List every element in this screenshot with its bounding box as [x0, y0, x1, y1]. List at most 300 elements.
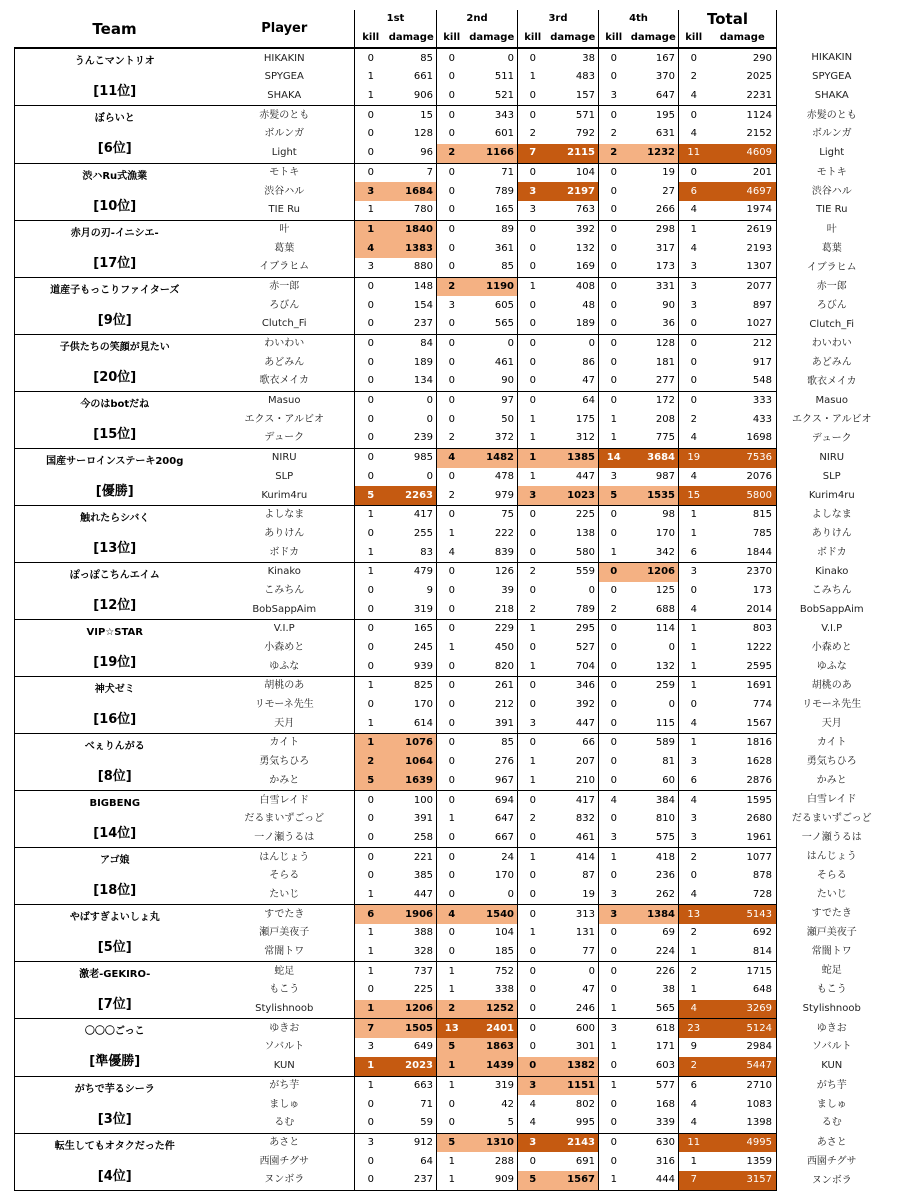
player-name-repeat: たいじ — [816, 889, 847, 901]
total-damage-cell: 1027 — [709, 315, 777, 334]
damage-cell: 418 — [629, 848, 679, 867]
kill-cell: 1 — [355, 924, 387, 943]
player-name-repeat: ヌンボラ — [811, 1174, 852, 1186]
header-damage-round-1: damage — [387, 29, 437, 49]
damage-cell: 839 — [467, 543, 518, 562]
damage-cell: 295 — [548, 620, 599, 639]
damage-cell: 170 — [413, 699, 433, 711]
player-name: カイト — [215, 734, 355, 753]
player-name-repeat: 叶 — [826, 223, 837, 235]
damage-cell: 319 — [467, 1076, 518, 1095]
kill-cell: 0 — [437, 505, 467, 524]
damage-cell: 614 — [387, 714, 437, 733]
player-name-repeat: るむ — [821, 1117, 842, 1129]
kill-cell: 4 — [518, 1095, 548, 1114]
damage-cell: 189 — [548, 315, 599, 334]
total-kill-cell: 4 — [679, 468, 709, 487]
header-kill-round-2: kill — [437, 29, 467, 49]
damage-cell: 328 — [387, 943, 437, 962]
damage-cell: 589 — [629, 734, 679, 753]
damage-cell: 0 — [426, 470, 433, 482]
damage-cell: 527 — [575, 642, 595, 654]
kill-cell: 0 — [599, 696, 629, 715]
kill-cell: 0 — [599, 981, 629, 1000]
damage-cell: 663 — [387, 1076, 437, 1095]
damage-cell: 97 — [467, 391, 518, 410]
kill-cell: 0 — [518, 734, 548, 753]
player-name-repeat: ソバルト — [811, 1041, 852, 1053]
table-row — [15, 505, 887, 524]
damage-cell: 298 — [629, 220, 679, 239]
total-kill-cell: 1 — [679, 734, 709, 753]
total-damage-cell: 4697 — [709, 182, 777, 201]
kill-cell: 2 — [437, 429, 467, 448]
total-kill-cell: 3 — [679, 277, 709, 296]
team-rank: [13位] — [93, 540, 137, 556]
kill-cell: 0 — [518, 1057, 548, 1076]
kill-cell: 3 — [599, 87, 629, 106]
total-kill-cell: 6 — [679, 543, 709, 562]
total-damage-cell: 1083 — [709, 1095, 777, 1114]
kill-cell: 3 — [355, 182, 387, 201]
header-damage-round-4: damage — [629, 29, 679, 49]
header-damage-round-2: damage — [467, 29, 518, 49]
damage-cell: 301 — [575, 1041, 595, 1053]
kill-cell: 4 — [518, 1114, 548, 1133]
kill-cell: 1 — [599, 1038, 629, 1057]
damage-cell: 1906 — [387, 905, 437, 924]
player-name: TIE Ru — [215, 201, 355, 220]
table-row — [15, 677, 887, 696]
total-kill-cell: 0 — [679, 582, 709, 601]
player-name: 葛葉 — [274, 242, 295, 254]
kill-cell: 0 — [355, 315, 387, 334]
table-row — [15, 1133, 887, 1152]
kill-cell: 1 — [599, 848, 629, 867]
kill-cell: 0 — [599, 239, 629, 258]
kill-cell: 5 — [355, 486, 387, 505]
player-name: だるまいずごっど — [244, 813, 325, 825]
kill-cell: 1 — [355, 962, 387, 981]
damage-cell: 1206 — [629, 562, 679, 581]
kill-cell: 0 — [599, 1114, 629, 1133]
team-cell — [15, 391, 215, 448]
total-kill-cell: 4 — [679, 1095, 709, 1114]
kill-cell: 0 — [518, 163, 548, 182]
damage-cell: 967 — [467, 772, 518, 791]
player-name-repeat: イブラヒム — [806, 261, 857, 273]
kill-cell: 0 — [355, 448, 387, 467]
total-kill-cell: 1 — [679, 639, 709, 658]
player-name: 胡桃のあ — [215, 677, 355, 696]
header-round-1: 1st — [355, 10, 437, 29]
total-kill-cell: 2 — [679, 1057, 709, 1076]
kill-cell: 0 — [355, 391, 387, 410]
player-name: ましゅ — [269, 1098, 300, 1110]
kill-cell: 1 — [355, 68, 387, 87]
player-name: KUN — [215, 1057, 355, 1076]
total-damage-cell: 433 — [709, 410, 777, 429]
total-damage-cell: 2370 — [709, 562, 777, 581]
damage-cell: 64 — [548, 391, 599, 410]
damage-cell: 24 — [467, 848, 518, 867]
team-rank: [4位] — [97, 1168, 132, 1184]
team-rank: [優勝] — [95, 483, 134, 499]
team-rank: [11位] — [93, 84, 137, 100]
total-kill-cell: 3 — [679, 810, 709, 829]
kill-cell: 1 — [355, 562, 387, 581]
kill-cell: 0 — [355, 1095, 387, 1114]
team-name: うんこマントリオ — [74, 56, 155, 68]
kill-cell: 7 — [355, 1019, 387, 1038]
total-kill-cell: 0 — [679, 372, 709, 391]
kill-cell: 0 — [437, 562, 467, 581]
damage-cell: 450 — [494, 642, 514, 654]
total-damage-cell: 814 — [709, 943, 777, 962]
kill-cell: 0 — [518, 677, 548, 696]
damage-cell: 138 — [575, 527, 595, 539]
damage-cell: 737 — [387, 962, 437, 981]
damage-cell: 1064 — [387, 753, 437, 772]
kill-cell: 0 — [437, 677, 467, 696]
kill-cell: 1 — [437, 1171, 467, 1190]
kill-cell: 0 — [518, 334, 548, 353]
damage-cell: 171 — [655, 1041, 675, 1053]
kill-cell: 1 — [599, 429, 629, 448]
player-name-repeat: 白雪レイド — [807, 794, 857, 806]
kill-cell: 0 — [437, 258, 467, 277]
damage-cell: 820 — [467, 657, 518, 676]
total-damage-cell: 3269 — [709, 1000, 777, 1019]
kill-cell: 0 — [599, 1095, 629, 1114]
damage-cell: 0 — [548, 962, 599, 981]
total-kill-cell: 0 — [679, 867, 709, 886]
player-name-repeat: Clutch_Fi — [809, 318, 855, 330]
damage-cell: 126 — [467, 562, 518, 581]
player-name-repeat: 歌衣メイカ — [807, 375, 857, 387]
damage-cell: 81 — [662, 756, 675, 768]
damage-cell: 148 — [387, 277, 437, 296]
damage-cell: 694 — [467, 791, 518, 810]
damage-cell: 447 — [548, 714, 599, 733]
kill-cell: 0 — [437, 353, 467, 372]
damage-cell: 912 — [387, 1133, 437, 1152]
team-name: ぼらいと — [94, 113, 135, 125]
kill-cell: 0 — [437, 68, 467, 87]
damage-cell: 89 — [467, 220, 518, 239]
damage-cell: 170 — [655, 527, 675, 539]
kill-cell: 0 — [355, 829, 387, 848]
damage-cell: 647 — [494, 813, 514, 825]
player-name-repeat: そらる — [816, 870, 847, 882]
damage-cell: 1439 — [467, 1057, 518, 1076]
kill-cell: 1 — [355, 943, 387, 962]
kill-cell: 1 — [518, 772, 548, 791]
damage-cell: 391 — [413, 813, 433, 825]
total-kill-cell: 1 — [679, 525, 709, 544]
kill-cell: 0 — [437, 943, 467, 962]
kill-cell: 0 — [599, 562, 629, 581]
damage-cell: 909 — [467, 1171, 518, 1190]
damage-cell: 2263 — [387, 486, 437, 505]
kill-cell: 5 — [355, 772, 387, 791]
results-table — [14, 10, 887, 1191]
kill-cell: 0 — [599, 620, 629, 639]
team-name: 神犬ゼミ — [94, 684, 135, 696]
damage-cell: 461 — [494, 356, 514, 368]
player-name-repeat: よしなま — [811, 508, 852, 520]
team-cell — [15, 1019, 215, 1076]
player-name: エクス・アルビオ — [244, 413, 324, 425]
kill-cell: 0 — [599, 220, 629, 239]
total-damage-cell: 2152 — [709, 125, 777, 144]
team-cell — [15, 505, 215, 562]
kill-cell: 1 — [355, 543, 387, 562]
total-damage-cell: 290 — [709, 48, 777, 68]
kill-cell: 0 — [437, 734, 467, 753]
kill-cell: 0 — [599, 734, 629, 753]
kill-cell: 3 — [599, 829, 629, 848]
player-name: 赤一郎 — [215, 277, 355, 296]
total-damage-cell: 692 — [709, 924, 777, 943]
player-name: イブラヒム — [215, 258, 355, 277]
kill-cell: 0 — [355, 1114, 387, 1133]
player-name: ヌンボラ — [215, 1171, 355, 1190]
kill-cell: 1 — [355, 1057, 387, 1076]
kill-cell: 3 — [355, 1133, 387, 1152]
kill-cell: 1 — [599, 1076, 629, 1095]
total-damage-cell: 3157 — [709, 1171, 777, 1190]
kill-cell: 1 — [437, 1057, 467, 1076]
team-rank: [5位] — [97, 940, 132, 956]
total-kill-cell: 1 — [679, 1152, 709, 1171]
kill-cell: 4 — [599, 791, 629, 810]
damage-cell: 313 — [548, 905, 599, 924]
total-damage-cell: 333 — [709, 391, 777, 410]
damage-cell: 165 — [387, 620, 437, 639]
player-name-repeat: すでたき — [811, 908, 852, 920]
damage-cell: 939 — [387, 657, 437, 676]
kill-cell: 3 — [599, 886, 629, 905]
total-damage-cell: 2014 — [709, 600, 777, 619]
kill-cell: 0 — [599, 48, 629, 68]
damage-cell: 0 — [548, 334, 599, 353]
kill-cell: 2 — [518, 810, 548, 829]
damage-cell: 408 — [548, 277, 599, 296]
kill-cell: 1 — [518, 68, 548, 87]
kill-cell: 0 — [437, 867, 467, 886]
damage-cell: 691 — [575, 1155, 595, 1167]
team-cell — [15, 562, 215, 619]
kill-cell: 0 — [599, 753, 629, 772]
table-body — [15, 48, 887, 1190]
team-cell — [15, 848, 215, 905]
damage-cell: 372 — [467, 429, 518, 448]
kill-cell: 0 — [355, 144, 387, 163]
damage-cell: 86 — [582, 356, 595, 368]
kill-cell: 0 — [355, 810, 387, 829]
kill-cell: 0 — [437, 163, 467, 182]
damage-cell: 237 — [387, 315, 437, 334]
player-name-repeat: TIE Ru — [816, 204, 848, 216]
player-name-repeat: もこう — [816, 984, 847, 996]
player-name-repeat: SPYGEA — [812, 71, 852, 83]
kill-cell: 0 — [599, 639, 629, 658]
damage-cell: 479 — [387, 562, 437, 581]
damage-cell: 1166 — [467, 144, 518, 163]
damage-cell: 392 — [548, 220, 599, 239]
kill-cell: 0 — [518, 886, 548, 905]
player-name-repeat: 葛葉 — [821, 242, 842, 254]
total-damage-cell: 4609 — [709, 144, 777, 163]
kill-cell: 1 — [355, 87, 387, 106]
total-damage-cell: 897 — [709, 296, 777, 315]
damage-cell: 84 — [387, 334, 437, 353]
team-name: アゴ娘 — [100, 855, 130, 867]
player-name-repeat: エクス・アルビオ — [792, 413, 872, 425]
total-kill-cell: 0 — [679, 315, 709, 334]
kill-cell: 1 — [518, 410, 548, 429]
table-row — [15, 1076, 887, 1095]
damage-cell: 1382 — [548, 1057, 599, 1076]
kill-cell: 0 — [355, 791, 387, 810]
player-name: Stylishnoob — [215, 1000, 355, 1019]
team-name: 渋ハRu式漁業 — [82, 170, 148, 182]
kill-cell: 6 — [355, 905, 387, 924]
total-damage-cell: 1595 — [709, 791, 777, 810]
total-kill-cell: 0 — [679, 696, 709, 715]
kill-cell: 0 — [437, 220, 467, 239]
total-kill-cell: 3 — [679, 258, 709, 277]
team-rank: [15位] — [93, 426, 137, 442]
player-name-repeat: 胡桃のあ — [811, 680, 852, 692]
kill-cell: 1 — [355, 220, 387, 239]
kill-cell: 3 — [599, 905, 629, 924]
damage-cell: 1383 — [387, 239, 437, 258]
total-kill-cell: 1 — [679, 943, 709, 962]
total-damage-cell: 1307 — [709, 258, 777, 277]
total-damage-cell: 201 — [709, 163, 777, 182]
damage-cell: 987 — [655, 470, 675, 482]
total-damage-cell: 1628 — [709, 753, 777, 772]
total-kill-cell: 4 — [679, 125, 709, 144]
kill-cell: 0 — [518, 639, 548, 658]
kill-cell: 1 — [355, 1076, 387, 1095]
damage-cell: 2115 — [548, 144, 599, 163]
kill-cell: 0 — [599, 714, 629, 733]
player-name-repeat: Light — [819, 147, 845, 159]
damage-cell: 157 — [548, 87, 599, 106]
damage-cell: 90 — [467, 372, 518, 391]
kill-cell: 0 — [518, 1038, 548, 1057]
player-name: わいわい — [215, 334, 355, 353]
damage-cell: 5 — [467, 1114, 518, 1133]
kill-cell: 0 — [355, 867, 387, 886]
kill-cell: 1 — [599, 543, 629, 562]
damage-cell: 2197 — [548, 182, 599, 201]
kill-cell: 2 — [518, 600, 548, 619]
total-kill-cell: 19 — [679, 448, 709, 467]
kill-cell: 0 — [355, 106, 387, 125]
total-kill-cell: 0 — [679, 353, 709, 372]
total-damage-cell: 548 — [709, 372, 777, 391]
player-name-repeat: デューク — [811, 432, 852, 444]
total-damage-cell: 2710 — [709, 1076, 777, 1095]
team-name: BIGBENG — [89, 798, 141, 810]
damage-cell: 224 — [629, 943, 679, 962]
total-kill-cell: 3 — [679, 753, 709, 772]
total-kill-cell: 9 — [679, 1038, 709, 1057]
total-damage-cell: 917 — [709, 353, 777, 372]
damage-cell: 104 — [494, 927, 514, 939]
damage-cell: 19 — [629, 163, 679, 182]
total-damage-cell: 728 — [709, 886, 777, 905]
team-rank: [17位] — [93, 255, 137, 271]
damage-cell: 36 — [629, 315, 679, 334]
team-cell — [15, 791, 215, 848]
kill-cell: 2 — [599, 144, 629, 163]
damage-cell: 185 — [467, 943, 518, 962]
player-name: リモーネ先生 — [254, 699, 314, 711]
header-kill-round-4: kill — [599, 29, 629, 49]
kill-cell: 1 — [437, 525, 467, 544]
damage-cell: 226 — [629, 962, 679, 981]
total-damage-cell: 1698 — [709, 429, 777, 448]
damage-cell: 780 — [387, 201, 437, 220]
kill-cell: 0 — [518, 106, 548, 125]
damage-cell: 1684 — [387, 182, 437, 201]
damage-cell: 1639 — [387, 772, 437, 791]
damage-cell: 19 — [548, 886, 599, 905]
kill-cell: 2 — [518, 562, 548, 581]
player-name: Kinako — [215, 562, 355, 581]
team-name: がちで芋るシーラ — [74, 1083, 155, 1095]
damage-cell: 317 — [655, 242, 675, 254]
damage-cell: 100 — [387, 791, 437, 810]
kill-cell: 1 — [355, 505, 387, 524]
damage-cell: 48 — [582, 299, 595, 311]
player-name: デューク — [215, 429, 355, 448]
kill-cell: 0 — [599, 657, 629, 676]
damage-cell: 752 — [467, 962, 518, 981]
damage-cell: 361 — [494, 242, 514, 254]
kill-cell: 1 — [518, 848, 548, 867]
kill-cell: 0 — [355, 582, 387, 601]
player-name-repeat: 赤髪のとも — [806, 109, 857, 121]
total-damage-cell: 2984 — [709, 1038, 777, 1057]
player-name-repeat: はんじょう — [806, 851, 857, 863]
damage-cell: 38 — [548, 48, 599, 68]
player-name: SPYGEA — [264, 71, 304, 83]
table-row — [15, 905, 887, 924]
player-name: ボドカ — [215, 543, 355, 562]
damage-cell: 601 — [494, 128, 514, 140]
total-damage-cell: 2619 — [709, 220, 777, 239]
kill-cell: 0 — [437, 125, 467, 144]
damage-cell: 316 — [655, 1155, 675, 1167]
damage-cell: 262 — [629, 886, 679, 905]
damage-cell: 580 — [548, 543, 599, 562]
total-kill-cell: 4 — [679, 239, 709, 258]
damage-cell: 0 — [668, 699, 675, 711]
kill-cell: 0 — [599, 677, 629, 696]
player-name: 一ノ瀬うるは — [215, 829, 355, 848]
total-damage-cell: 1691 — [709, 677, 777, 696]
total-damage-cell: 2231 — [709, 87, 777, 106]
damage-cell: 50 — [501, 413, 514, 425]
total-damage-cell: 2876 — [709, 772, 777, 791]
team-name: ぽっぽこちんエイム — [69, 569, 160, 581]
